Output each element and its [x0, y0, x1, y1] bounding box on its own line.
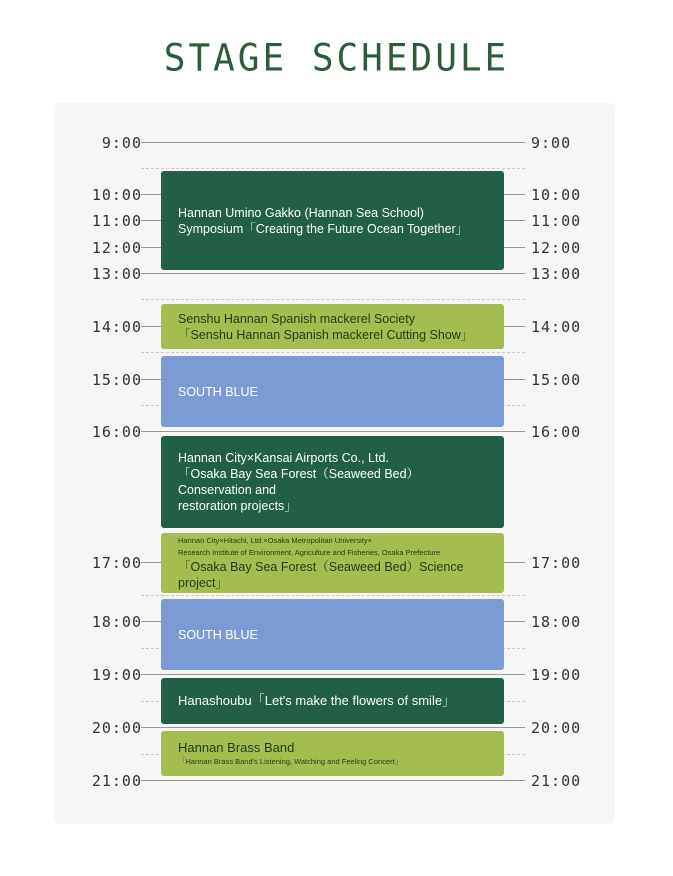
time-label-right: 14:00: [531, 318, 582, 336]
event-title: restoration projects」: [178, 499, 297, 513]
time-label-left: 21:00: [91, 772, 142, 790]
event-block[interactable]: [161, 678, 504, 724]
time-label-right: 20:00: [531, 719, 582, 737]
event-title: Senshu Hannan Spanish mackerel Society: [178, 311, 415, 326]
time-label-left: 11:00: [91, 212, 142, 230]
event-subtitle: Hannan City×Hitachi, Ltd.×Osaka Metropolitan University×: [178, 536, 373, 545]
event-title: 「Osaka Bay Sea Forest（Seaweed Bed）Science project」: [178, 560, 464, 590]
event-block[interactable]: [161, 436, 504, 528]
event-title: Hannan Brass Band: [178, 739, 295, 755]
time-label-left: 16:00: [91, 423, 142, 441]
event-block[interactable]: [161, 356, 504, 427]
time-label-right: 13:00: [531, 265, 582, 283]
event-block[interactable]: [161, 731, 504, 776]
event-title: SOUTH BLUE: [178, 627, 258, 642]
hour-line: [141, 142, 525, 143]
time-label-right: 9:00: [531, 134, 572, 152]
time-label-left: 14:00: [91, 318, 142, 336]
hour-line: [141, 674, 525, 675]
time-label-right: 16:00: [531, 423, 582, 441]
time-label-left: 18:00: [91, 613, 142, 631]
event-title: Hannan City×Kansai Airports Co., Ltd.: [178, 451, 389, 465]
time-label-right: 12:00: [531, 239, 582, 257]
time-label-left: 10:00: [91, 186, 142, 204]
time-label-left: 9:00: [101, 134, 142, 152]
hour-line: [141, 273, 525, 274]
event-block[interactable]: [161, 533, 504, 593]
event-title: Hannan Umino Gakko (Hannan Sea School): [178, 205, 424, 220]
time-label-left: 15:00: [91, 371, 142, 389]
time-label-left: 19:00: [91, 666, 142, 684]
time-label-right: 18:00: [531, 613, 582, 631]
event-block[interactable]: [161, 599, 504, 670]
half-hour-line: [141, 299, 525, 300]
hour-line: [141, 431, 525, 432]
time-label-right: 11:00: [531, 212, 582, 230]
event-subtitle: 「Hannan Brass Band's Listening, Watching and Feeling Concert」: [178, 756, 403, 766]
event-block[interactable]: [161, 171, 504, 270]
time-label-left: 13:00: [91, 265, 142, 283]
half-hour-line: [141, 352, 525, 353]
time-label-left: 12:00: [91, 239, 142, 257]
time-label-right: 21:00: [531, 772, 582, 790]
time-label-left: 17:00: [91, 554, 142, 572]
time-label-right: 10:00: [531, 186, 582, 204]
event-title: Symposium「Creating the Future Ocean Together」: [178, 221, 469, 236]
time-label-right: 19:00: [531, 666, 582, 684]
hour-line: [141, 727, 525, 728]
time-label-right: 17:00: [531, 554, 582, 572]
event-title: Hanashoubu「Let's make the flowers of smile」: [178, 693, 456, 708]
time-label-left: 20:00: [91, 719, 142, 737]
event-subtitle: Research Institute of Environment, Agriculture and Fisheries, Osaka Prefecture: [178, 548, 441, 557]
event-title: SOUTH BLUE: [178, 384, 258, 399]
event-title: 「Osaka Bay Sea Forest（Seaweed Bed）Conservation and: [178, 467, 420, 497]
half-hour-line: [141, 168, 525, 169]
hour-line: [141, 780, 525, 781]
time-label-right: 15:00: [531, 371, 582, 389]
half-hour-line: [141, 595, 525, 596]
event-block[interactable]: [161, 304, 504, 349]
page-title: STAGE SCHEDULE: [163, 36, 510, 81]
event-title: 「Senshu Hannan Spanish mackerel Cutting Show」: [178, 327, 474, 342]
